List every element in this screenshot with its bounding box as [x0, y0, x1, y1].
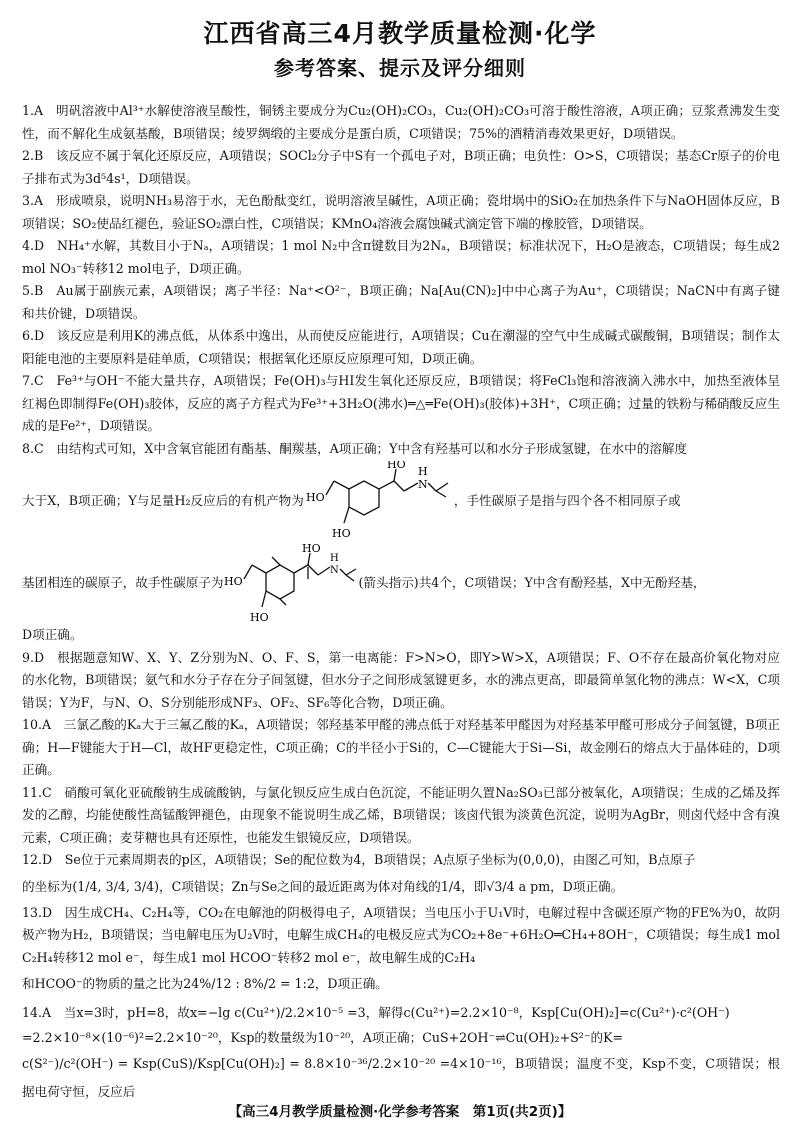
item-text: ，即√3/4 a pm，D项正确。 — [461, 878, 624, 894]
mol-label-ho: HO — [305, 491, 325, 504]
mol-label-h: H — [417, 465, 428, 478]
item-text: 三氯乙酸的Kₐ大于三氟乙酸的Kₐ，A项错误；邻羟基苯甲醛的沸点低于对羟基苯甲醛因为对羟基苯甲醛可形成分子间氢键，B项正确；H—F键能大于H—Cl，故HF更稳定性，C项正确；C的半径小于Si的，C—C键能大于Si—Si，故金刚石的熔点大于晶体硅的，D项正确。 — [22, 717, 781, 777]
item-text: ，C项错误；Zn与Se之间的最近距离为体对角线的 — [159, 878, 441, 894]
answer-item-1 — [22, 100, 780, 145]
item-text: 该反应不属于氧化还原反应，A项错误；SOCl₂分子中S有一个孤电子对，B项正确；电负性：O>S，C项错误；基态Cr原子的价电子排布式为3d⁵4s¹，D项错误。 — [22, 148, 780, 186]
answer-item-4 — [22, 235, 780, 280]
answer-item-10 — [22, 714, 780, 782]
item-text: 由结构式可知，X中含氧官能团有酯基、酮羰基，A项正确；Y中含有羟基可以和水分子形成氢键，在水中的溶解度 — [56, 440, 688, 456]
item-text: 根据题意知W、X、Y、Z分别为N、O、F、S，第一电离能：F>N>O，即Y>W>X，A项错误；F、O不存在最高价氧化物对应的水化物，B项错误；氨气和水分子存在分子间氢键，但水分子之间形成氢键更多，水的沸点更高，即最简单氢化物的沸点：W<X，C项错误；Y为F，与N、O、S分别能形成NF₃、OF₂、SF₆等化合物，D项正确。 — [22, 649, 780, 710]
item-text: 当x=3时，pH=8，故x=−lg c(Cu²⁺)/2.2×10⁻⁵ =3，解得c(Cu²⁺)=2.2×10⁻⁸，Ksp[Cu(OH)₂]=c(Cu²⁺)·c²(OH⁻) — [63, 1005, 730, 1020]
mol2-label-n: N — [329, 565, 339, 576]
item-number: 1.A — [22, 103, 44, 118]
answer-item-12 — [22, 849, 780, 902]
molecule-structure-product — [304, 461, 454, 541]
item-text: 和HCOO⁻的物质的量之比为24%/12 : 8%/2 = 1:2，D项正确。 — [22, 976, 388, 991]
item-number: 3.A — [22, 193, 44, 208]
answer-item-2 — [22, 145, 780, 190]
answer-item-13 — [22, 902, 780, 1000]
item-number: 5.B — [22, 283, 44, 298]
answer-item-8 — [22, 438, 780, 647]
answer-item-6 — [22, 325, 780, 370]
answer-item-9 — [22, 647, 780, 715]
item-text: =2.2×10⁻⁸×(10⁻⁶)²=2.2×10⁻²⁰，Ksp的数量级为10⁻²⁰，A项正确；CuS+2OH⁻⇌Cu(OH)₂+S²⁻的K= — [22, 1030, 624, 1045]
answer-item-11 — [22, 782, 780, 850]
item-number: 2.B — [22, 148, 44, 163]
answer-item-5 — [22, 280, 780, 325]
molecule-structure-chiral — [224, 543, 359, 623]
item-number: 13.D — [22, 904, 53, 920]
item-number: 4.D — [22, 238, 45, 253]
item-number: 7.C — [22, 373, 44, 388]
fraction-value: 1/4 — [440, 878, 462, 894]
page-title: 江西省高三4月教学质量检测·化学 — [203, 19, 597, 48]
item-text: 大于X，B项正确；Y与足量H₂反应后的有机产物为 — [22, 492, 304, 508]
page-subtitle: 参考答案、提示及评分细则 — [274, 56, 526, 80]
item-text: D项正确。 — [22, 627, 83, 642]
answer-item-7 — [22, 370, 780, 438]
answer-list — [22, 100, 780, 1106]
item-text: (箭头指示)共4个，C项错误；Y中含有酚羟基，X中无酚羟基， — [358, 574, 706, 590]
item-number: 12.D — [22, 852, 53, 867]
mol2-label-ho: HO — [223, 575, 243, 588]
item-number: 10.A — [22, 717, 52, 732]
mol2-label-ho-2: HO — [249, 611, 269, 623]
item-text: 硝酸可氧化亚硫酸钠生成硫酸钠，与氯化钡反应生成白色沉淀，不能证明久置Na₂SO₃已部分被氧化，A项错误；生成的乙烯及挥发的乙醇，均能使酸性高锰酸钾褪色，由现象不能说明生成乙烯，B项错误；该卤代银为淡黄色沉淀，说明为AgBr，则卤代烃中含有溴元素，C项正确；麦芽糖也具有还原性，也能发生银镜反应，D项错误。 — [22, 784, 781, 845]
mol-label-n: N — [417, 478, 428, 491]
item-text: 该反应是利用K的沸点低，从体系中逸出，从而使反应能进行，A项错误；Cu在潮湿的空气中生成碱式碳酸铜，B项错误；制作太阳能电池的主要原料是硅单质，C项错误；根据氧化还原反应原理可知，D项正确。 — [22, 328, 781, 366]
item-text: 基团相连的碳原子，故手性碳原子为 — [22, 574, 224, 590]
page-footer: 【高三4月教学质量检测·化学参考答案 第1页(共2页)】 — [228, 1104, 572, 1120]
mol-label-ho-3: HO — [386, 461, 406, 471]
answer-item-3 — [22, 190, 780, 235]
item-text: 的坐标为 — [22, 878, 73, 894]
item-text: Se位于元素周期表的p区，A项错误；Se的配位数为4，B项错误；A点原子坐标为(0,0,0)，由图乙可知，B点原子 — [64, 852, 696, 867]
item-text: ，手性碳原子是指与四个各不相同原子或 — [453, 492, 681, 508]
item-text: NH₄⁺水解，其数目小于Nₐ，A项错误；1 mol N₂中含π键数目为2Nₐ，B项错误；标准状况下，H₂O是液态，C项错误；每生成2 mol NO₃⁻转移12 mol电子，D项正确。 — [22, 238, 780, 276]
mol2-label-ho-3: HO — [301, 543, 321, 555]
mol-label-ho-2: HO — [331, 527, 351, 540]
item-text: Au属于副族元素，A项错误；离子半径：Na⁺<O²⁻，B项正确；Na[Au(CN)₂]中中心离子为Au⁺，C项错误；NaCN中有离子键和共价键，D项错误。 — [22, 283, 781, 321]
item-text: 明矾溶液中Al³⁺水解使溶液呈酸性，铜锈主要成分为Cu₂(OH)₂CO₃，Cu₂(OH)₂CO₃可溶于酸性溶液，A项正确；豆浆煮沸发生变性，而不解化生成氨基酸，B项错误；绫罗绸缎的主要成分是蛋白质，C项错误；75%的酒精消毒效果更好，D项错误。 — [22, 103, 780, 141]
mol2-label-h: H — [329, 553, 339, 564]
item-number: 6.D — [22, 328, 45, 343]
item-number: 14.A — [22, 1005, 52, 1020]
coordinate-value: (1/4, 3/4, 3/4) — [72, 878, 160, 894]
item-text: Fe³⁺与OH⁻不能大量共存，A项错误；Fe(OH)₃与HI发生氧化还原反应，B项错误；将FeCl₃饱和溶液滴入沸水中，加热至液体呈红褐色即制得Fe(OH)₃胶体，反应的离子方程式为Fe³⁺+3H₂O(沸水)═△═Fe(OH)₃(胶体)+3H⁺，C项正确；过量的铁粉与稀硝酸反应生成的是Fe²⁺，D项错误。 — [22, 373, 781, 433]
item-number: 11.C — [22, 784, 52, 800]
item-text: c(S²⁻)/c²(OH⁻) = Ksp(CuS)/Ksp[Cu(OH)₂] = 8.8×10⁻³⁶/2.2×10⁻²⁰ =4×10⁻¹⁶，B项错误；温度不变，Ksp不变，C项错误；根据电荷守恒，反应后 — [22, 1055, 780, 1099]
answer-item-14 — [22, 999, 780, 1106]
item-number: 9.D — [22, 649, 45, 665]
item-number: 8.C — [22, 440, 44, 456]
item-text: 形成喷泉，说明NH₃易溶于水，无色酚酞变红，说明溶液呈碱性，A项正确；瓷坩埚中的SiO₂在加热条件下与NaOH固体反应，B项错误；SO₂使品红褪色，验证SO₂漂白性，C项错误；KMnO₄溶液会腐蚀碱式滴定管下端的橡胶管，D项错误。 — [22, 193, 781, 231]
item-text: 因生成CH₄、C₂H₄等，CO₂在电解池的阴极得电子，A项错误；当电压小于U₁V时，电解过程中含碳还原产物的FE%为0，故阴极产物为H₂，B项错误；当电解电压为U₂V时，电解生成CH₄的电极反应式为CO₂+8e⁻+6H₂O═CH₄+8OH⁻，C项错误；每生成1 mol C₂H₄转移12 mol e⁻，每生成1 mol HCOO⁻转移2 mol e⁻，故电解生成的C₂H₄ — [22, 904, 781, 965]
